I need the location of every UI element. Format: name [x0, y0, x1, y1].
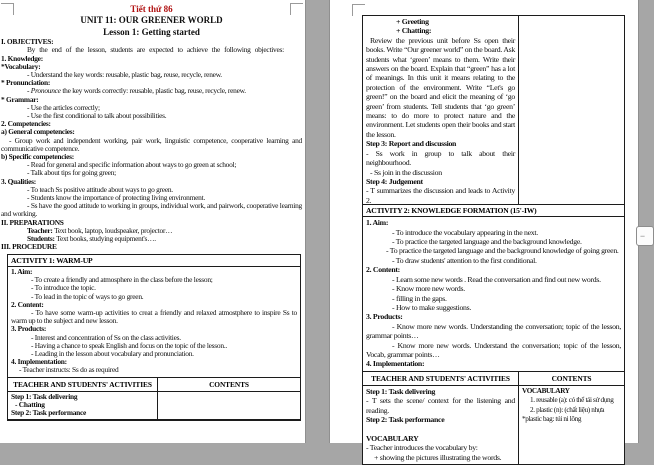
text-line: - Know more new words. Understanding the conversation; topic of the lesson, grammar points…: [366, 321, 621, 341]
activities-cell-steps: [363, 386, 519, 464]
text-line: 2. plastic (n): (chất liệu) nhựa: [530, 405, 605, 414]
text-line: - To teach Ss positive attitude about ways to go green.: [27, 184, 173, 194]
text-line: VOCABULARY: [366, 433, 419, 443]
text-line: 2. Competencies:: [1, 119, 51, 129]
text-line: - Teacher introduces the vocabulary by:: [366, 443, 478, 453]
activity2-title: ACTIVITY 2: KNOWLEDGE FORMATION (15'-IW): [366, 205, 537, 215]
text-line: 1. reusable (a): có thể tái sử dụng: [530, 396, 614, 405]
text-line: Teacher: Text book, laptop, loudspeaker, projector…: [27, 225, 173, 235]
text-line: *Vocabulary:: [1, 61, 41, 71]
text-line: - Understand the key words: reusable, plastic bag, reuse, recycle, renew.: [27, 70, 222, 80]
text-line: a) General competencies:: [1, 127, 75, 137]
text-line: [366, 424, 515, 433]
text-line: + Chatting:: [396, 26, 432, 36]
text-line: - To draw students' attention to the first conditional.: [392, 255, 537, 265]
text-line: - Know more new words. Understand the conversation; topic of the lesson, Vocab, grammar points…: [366, 340, 621, 359]
text-line: 2. Content:: [11, 299, 44, 309]
text-line: - To practice the targeted language and the background knowledge.: [392, 237, 582, 247]
text-line: I. OBJECTIVES:: [1, 37, 54, 47]
text-line: - Teacher instructs: Ss do as required: [19, 365, 119, 375]
text-line: - Group work and independent working, pair work, linguistic competence, cooperative learning and communicative competence.: [1, 135, 302, 153]
text-line: - Learn some new words . Read the conversation and find out new words.: [392, 274, 601, 284]
text-line: - To introduce the topic.: [31, 283, 96, 293]
text-line: Step 3: Report and discussion: [366, 139, 457, 149]
page-left: [0, 0, 305, 443]
text-line: - How to make suggestions.: [392, 302, 472, 312]
text-line: - Ss join in the discussion: [370, 167, 442, 177]
text-line: Step 1: Task delivering: [366, 386, 436, 396]
activities-cell-steps: [8, 392, 158, 420]
text-line: - Talk about tips for going green;: [27, 168, 116, 178]
text-line: *plastic bag: túi ni lông: [522, 414, 582, 423]
text-line: - T sets the scene/ context for the listening and reading.: [366, 396, 515, 415]
activity2-steps-row: [363, 386, 624, 464]
text-boundary-corner-mark: [1, 3, 14, 15]
activity1-body-row: [8, 267, 300, 378]
text-line: - To practice the targeted language and the background knowledge of going green.: [386, 246, 619, 256]
text-line: Students: Text books, studying equipment's….: [27, 234, 156, 244]
activity2-body-row: [363, 217, 624, 372]
activities-cell-warmup: [363, 16, 519, 204]
text-line: 1. Aim:: [366, 218, 389, 228]
text-line: - Students know the importance of protecting living environment.: [27, 193, 205, 203]
page-left-body-text: [0, 0, 305, 252]
activity1-columns-header-row: [8, 378, 300, 392]
text-line: III. PROCEDURE: [1, 242, 57, 252]
text-line: 3. Products:: [11, 324, 47, 334]
text-line: 4. Implementation:: [366, 359, 425, 369]
text-line: 2. Content:: [366, 265, 400, 275]
text-line: UNIT 11: OUR GREENER WORLD: [80, 15, 223, 26]
contents-cell-empty: [519, 16, 624, 204]
text-line: b) Specific competencies:: [1, 152, 74, 162]
text-line: Review the previous unit before Ss open their books. Write “Our greener world” on the board. Ask students what ‘green’ means to them. Write their answers on the board. Explain that “green” has a lot of meanings. In this unit it means relating to the protection of the environment. Write “Let's go green!” on the board and elicit the meaning of ‘go green’ from students. Tell students that ‘go green’ means: to do more to protect nature and the environment. Let students open their books and start the lesson.: [366, 35, 515, 139]
text-line: - To create a friendly and atmosphere in the class before the lesson;: [31, 275, 213, 285]
text-line: + showing the pictures illustrating the words.: [374, 452, 502, 462]
text-line: - T summarizes the discussion and leads to Activity 2.: [366, 186, 515, 205]
contents-cell-empty: [158, 392, 300, 420]
text-line: Step 2: Task performance: [11, 408, 87, 418]
text-line: - To lead in the topic of ways to go green.: [31, 291, 144, 301]
contents-cell-vocabulary: [519, 386, 624, 464]
text-line: * Grammar:: [1, 94, 39, 104]
warmup-continuation-row: [363, 16, 624, 205]
text-line: Step 2: Task performance: [366, 414, 445, 424]
text-line: 1. Aim:: [11, 267, 33, 276]
column-header-activities: TEACHER AND STUDENTS' ACTIVITIES: [8, 378, 158, 391]
activity2-body-cell: [363, 217, 624, 371]
column-header-contents: CONTENTS: [551, 373, 592, 383]
text-line: 3. Products:: [366, 312, 403, 322]
activity1-title: ACTIVITY 1: WARM-UP: [11, 255, 93, 265]
text-boundary-corner-mark: [290, 3, 303, 15]
text-line: - Ss have the good attitude to working in groups, individual work, and pairwork, cooperative learning and working.: [1, 201, 302, 219]
activity1-steps-row: [8, 392, 300, 421]
text-line: Step 4: Judgement: [366, 176, 423, 186]
text-line: Lesson 1: Getting started: [103, 26, 200, 37]
text-line: * Pronunciation:: [1, 78, 51, 88]
floating-widget-button[interactable]: −: [636, 226, 654, 246]
text-line: Step 1: Task delivering: [11, 391, 78, 401]
text-line: - Read for general and specific information about ways to go green at school;: [27, 160, 237, 170]
activity1-body-cell: [8, 267, 300, 377]
text-line: - filling in the gaps.: [392, 293, 447, 303]
text-line: VOCABULARY: [522, 386, 570, 395]
text-line: - Interest and concentration of Ss on the class activities.: [31, 332, 181, 342]
text-line: - To introduce the vocabulary appearing in the next.: [392, 227, 538, 237]
activity2-table: [362, 15, 625, 465]
column-header-contents: CONTENTS: [209, 379, 249, 389]
text-line: - Use the articles correctly;: [27, 102, 100, 112]
text-line: Tiết thứ 86: [130, 4, 173, 14]
text-line: By the end of the lesson, students are expected to achieve the following objectives:: [27, 45, 284, 55]
text-line: 3. Qualities:: [1, 176, 36, 186]
activity1-table: [7, 254, 301, 422]
text-line: 1. Knowledge:: [1, 53, 43, 63]
text-line: - Ss work in group to talk about their neighbourhood.: [366, 148, 515, 168]
text-line: - Having a chance to speak English and focus on the topic of the lesson..: [31, 340, 228, 350]
text-line: - Leading in the lesson about vocabulary and pronunciation.: [31, 349, 194, 359]
text-line: - Know more new words.: [392, 284, 465, 294]
column-header-activities: TEACHER AND STUDENTS' ACTIVITIES: [363, 372, 519, 385]
activity2-title-row: [363, 205, 624, 218]
text-line: - To have some warm-up activities to creat a friendly and relaxed atmostphere to inspire Ss to warm up to the subject and new lesson.: [11, 308, 297, 326]
text-line: II. PREPARATIONS: [1, 217, 64, 227]
text-line: - Use the first conditional to talk about possibilities.: [27, 111, 167, 121]
text-line: - Pronounce the key words correctly: reusable, plastic bag, reuse, recycle, renew.: [27, 86, 246, 96]
activity2-columns-header-row: [363, 372, 624, 386]
activity1-title-row: [8, 255, 300, 268]
text-line: + Greeting: [396, 17, 429, 26]
text-line: - Chatting: [15, 399, 45, 409]
page-right: [330, 0, 638, 462]
text-line: 4. Implementation:: [11, 357, 67, 367]
